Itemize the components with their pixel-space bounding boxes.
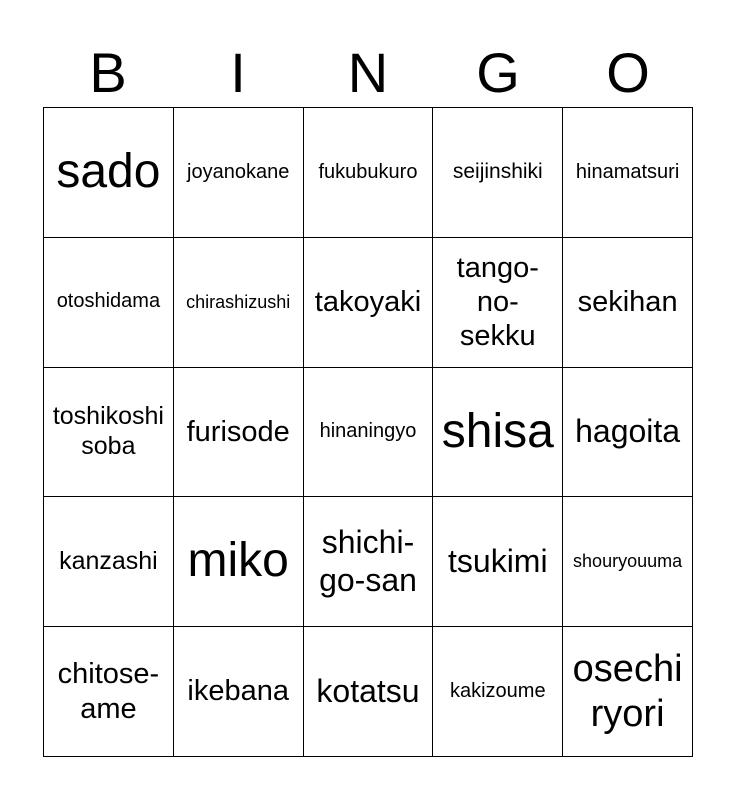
cell-text: chitose- ame [57,658,160,725]
bingo-cell[interactable] [304,368,434,498]
cell-text: shichi- go-san [319,524,417,598]
cell-text: osechi ryori [572,647,683,735]
bingo-cell[interactable] [563,368,693,498]
bingo-cell[interactable] [433,497,563,627]
cell-text: hinaningyo [319,420,417,443]
bingo-cell[interactable] [563,497,693,627]
cell-text: tango- no- sekku [456,251,539,353]
bingo-cell[interactable] [304,627,434,757]
bingo-cell[interactable] [433,238,563,368]
bingo-cell[interactable] [174,238,304,368]
cell-text: otoshidama [56,290,161,313]
cell-text: hinamatsuri [575,160,680,183]
bingo-cell[interactable] [304,497,434,627]
bingo-cell[interactable] [563,627,693,757]
bingo-cell[interactable] [44,238,174,368]
cell-text: chirashizushi [186,291,291,312]
header-letter-b: B [89,41,127,104]
cell-text: seijinshiki [452,160,543,184]
cell-text: kotatsu [316,672,420,709]
bingo-cell[interactable] [44,368,174,498]
bingo-cell[interactable] [304,108,434,238]
bingo-cell[interactable] [433,108,563,238]
cell-text: shisa [441,404,554,458]
header-letter-g: G [476,41,520,104]
header-letter-o: O [606,41,650,104]
cell-text: tsukimi [448,542,548,579]
cell-text: takoyaki [314,286,422,319]
cell-text: sekihan [577,286,678,319]
cell-text: joyanokane [187,160,290,183]
cell-text: furisode [186,415,290,448]
cell-text: kakizoume [449,679,546,702]
bingo-cell[interactable] [433,368,563,498]
bingo-cell[interactable] [563,238,693,368]
bingo-cell[interactable] [44,497,174,627]
cell-text: miko [187,534,289,588]
cell-text: toshikoshi soba [52,402,164,460]
header-letter-i: I [230,41,246,104]
cell-text: shouryouuma [573,551,683,572]
cell-text: ikebana [187,675,289,708]
cell-text: kanzashi [59,547,158,576]
cell-text: fukubukuro [318,160,418,183]
bingo-cell[interactable] [174,497,304,627]
bingo-header [43,38,693,108]
bingo-cell[interactable] [44,627,174,757]
bingo-cell[interactable] [174,368,304,498]
cell-text: sado [56,145,161,199]
bingo-cell[interactable] [304,238,434,368]
bingo-cell[interactable] [174,627,304,757]
bingo-grid [43,107,693,757]
bingo-cell[interactable] [563,108,693,238]
bingo-cell[interactable] [174,108,304,238]
bingo-cell[interactable] [44,108,174,238]
bingo-cell[interactable] [433,627,563,757]
cell-text: hagoita [575,413,681,450]
header-letter-n: N [347,41,389,104]
